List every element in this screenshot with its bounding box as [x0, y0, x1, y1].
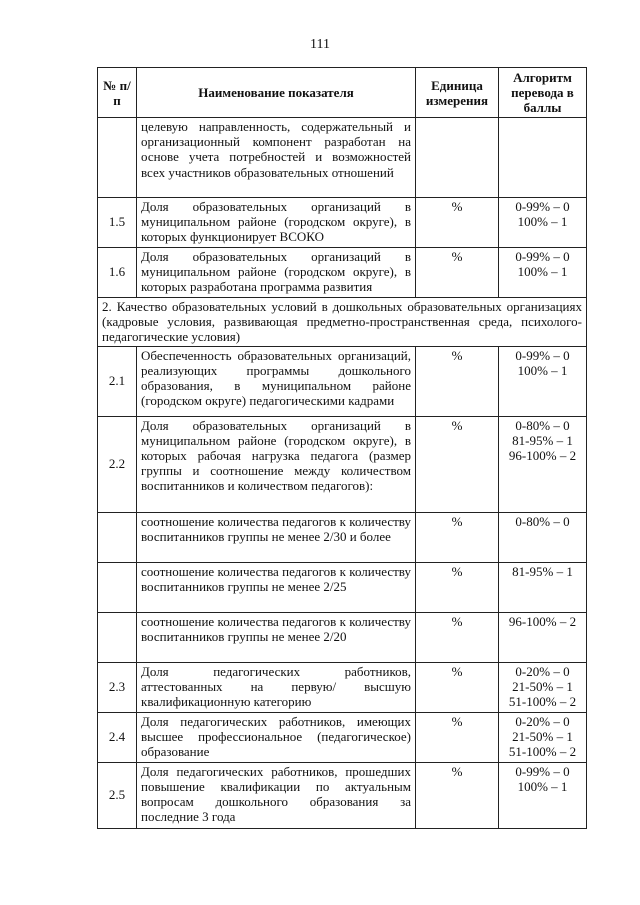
algorithm-line: 0-20% – 0: [515, 663, 570, 679]
header-algorithm: Алгоритм перевода в баллы: [499, 68, 587, 118]
table-row: [98, 562, 587, 612]
indicator-name: соотношение количества педагогов к количеству воспитанников группы не менее 2/30 и более: [137, 512, 416, 562]
row-number: [98, 118, 137, 198]
unit-cell: [416, 118, 499, 198]
table-header-row: [98, 68, 587, 118]
indicator-name: Доля педагогических работников, аттестованных на первую/ высшую квалификационную категорию: [137, 662, 416, 712]
algorithm-line: 51-100% – 2: [508, 694, 577, 710]
unit-cell: %: [416, 416, 499, 512]
table-row: [98, 248, 587, 298]
algorithm-line: 21-50% – 1: [512, 678, 573, 694]
indicator-name: Доля педагогических работников, прошедших повышение квалификации по актуальным вопросам дошкольного образования за последние 3 года: [137, 762, 416, 828]
unit-cell: %: [416, 562, 499, 612]
algorithm-line: 81-95% – 1: [512, 563, 573, 579]
indicator-name: Обеспеченность образовательных организаций, реализующих программы дошкольного образования, в муниципальном районе (городском округе) педагогическими кадрами: [137, 346, 416, 416]
algorithm-line: 0-80% – 0: [515, 513, 570, 529]
table-row: [98, 346, 587, 416]
indicator-name: Доля образовательных организаций в муниципальном районе (городском округе), в которых разработана программа развития: [137, 248, 416, 298]
algorithm-line: 0-99% – 0: [515, 763, 570, 779]
indicator-name: Доля образовательных организаций в муниципальном районе (городском округе), в которых рабочая нагрузка педагога (размер группы и соотношение между количеством воспитанников и количеством педагогов):: [137, 416, 416, 512]
algorithm-line: 100% – 1: [517, 778, 568, 794]
header-unit: Единица измерения: [416, 68, 499, 118]
algorithm-line: 51-100% – 2: [508, 744, 577, 760]
algorithm-cell: [499, 662, 587, 712]
row-number: [98, 512, 137, 562]
indicator-name: соотношение количества педагогов к количеству воспитанников группы не менее 2/25: [137, 562, 416, 612]
table-row: [98, 712, 587, 762]
table-row: [98, 118, 587, 198]
indicators-table: [97, 67, 587, 829]
algorithm-cell: [499, 346, 587, 416]
header-num: № п/п: [98, 68, 137, 118]
table-row: [98, 762, 587, 828]
unit-cell: %: [416, 762, 499, 828]
unit-cell: %: [416, 198, 499, 248]
table-row: [98, 612, 587, 662]
algorithm-line: 100% – 1: [517, 214, 568, 230]
page-number: 111: [310, 37, 330, 52]
unit-cell: %: [416, 512, 499, 562]
section-row: [98, 298, 587, 347]
algorithm-line: 0-20% – 0: [515, 713, 570, 729]
table-row: [98, 198, 587, 248]
row-number: [98, 612, 137, 662]
table-row: [98, 416, 587, 512]
unit-cell: %: [416, 662, 499, 712]
unit-cell: %: [416, 248, 499, 298]
indicator-name: Доля педагогических работников, имеющих высшее профессиональное (педагогическое) образование: [137, 712, 416, 762]
algorithm-line: 0-99% – 0: [515, 199, 570, 214]
algorithm-cell: [499, 562, 587, 612]
table-row: [98, 662, 587, 712]
row-number: [98, 562, 137, 612]
algorithm-cell: [499, 198, 587, 248]
algorithm-line: 0-99% – 0: [515, 249, 570, 264]
row-number: 2.1: [98, 346, 137, 416]
algorithm-line: 96-100% – 2: [508, 613, 577, 629]
row-number: 2.4: [98, 712, 137, 762]
algorithm-line: 100% – 1: [517, 362, 568, 378]
algorithm-line: 0-80% – 0: [515, 417, 570, 433]
algorithm-line: 100% – 1: [517, 264, 568, 280]
row-number: 2.5: [98, 762, 137, 828]
algorithm-line: 81-95% – 1: [512, 432, 573, 448]
algorithm-line: 21-50% – 1: [512, 728, 573, 744]
algorithm-cell: [499, 762, 587, 828]
indicator-name: целевую направленность, содержательный и организационный компонент разработан на основе учета потребностей и возможностей всех участников образовательных отношений: [137, 118, 416, 198]
row-number: 1.5: [98, 198, 137, 248]
algorithm-cell: [499, 118, 587, 198]
algorithm-cell: [499, 416, 587, 512]
unit-cell: %: [416, 346, 499, 416]
unit-cell: %: [416, 712, 499, 762]
algorithm-line: 96-100% – 2: [508, 448, 577, 464]
header-name: Наименование показателя: [137, 68, 416, 118]
indicator-name: Доля образовательных организаций в муниципальном районе (городском округе), в которых функционирует ВСОКО: [137, 198, 416, 248]
unit-cell: %: [416, 612, 499, 662]
row-number: 2.3: [98, 662, 137, 712]
indicator-name: соотношение количества педагогов к количеству воспитанников группы не менее 2/20: [137, 612, 416, 662]
algorithm-cell: [499, 512, 587, 562]
row-number: 2.2: [98, 416, 137, 512]
algorithm-cell: [499, 612, 587, 662]
algorithm-cell: [499, 248, 587, 298]
algorithm-line: 0-99% – 0: [515, 347, 570, 363]
table-row: [98, 512, 587, 562]
row-number: 1.6: [98, 248, 137, 298]
algorithm-cell: [499, 712, 587, 762]
section-2-title: 2. Качество образовательных условий в дошкольных образовательных организациях (кадровые условия, развивающая предметно-пространственная среда, психолого-педагогические условия): [98, 298, 587, 347]
